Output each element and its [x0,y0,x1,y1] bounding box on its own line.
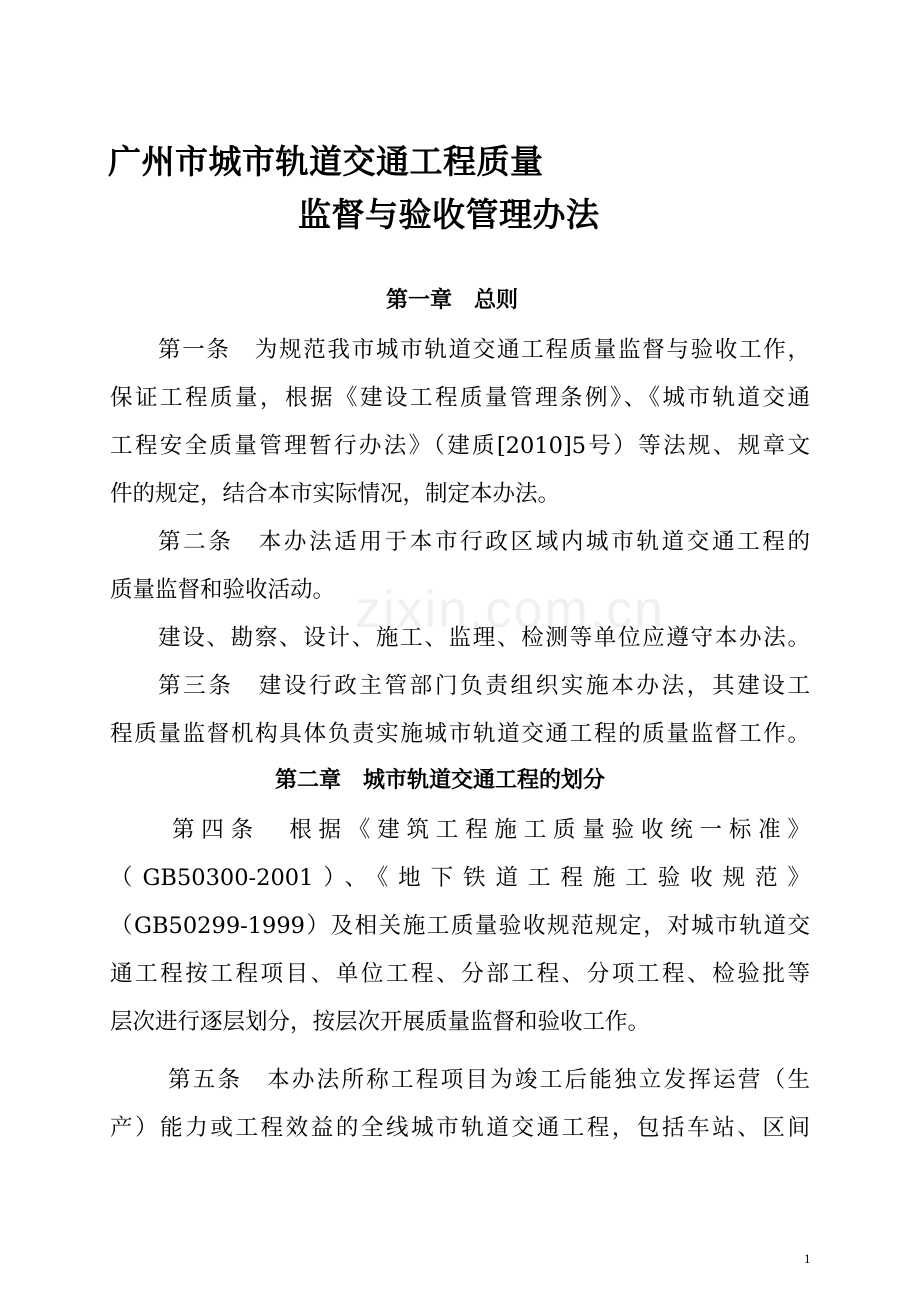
paragraph-line: 第三条 建设行政主管部门负责组织实施本办法，其建设工 [158,673,810,699]
paragraph-line: 第一条 为规范我市城市轨道交通工程质量监督与验收工作， [158,337,810,363]
paragraph-line: 层次进行逐层划分，按层次开展质量监督和验收工作。 [110,1009,651,1035]
paragraph-line: 保证工程质量，根据《建设工程质量管理条例》、《城市轨道交通 [110,385,810,411]
paragraph-line: 件的规定，结合本市实际情况，制定本办法。 [110,481,561,507]
page-number: 1 [804,1251,811,1266]
paragraph-line: 质量监督和验收活动。 [110,577,336,603]
chapter-heading-1: 第一章 总则 [386,288,519,313]
paragraph-line: 产）能力或工程效益的全线城市轨道交通工程，包括车站、区间 [110,1115,810,1141]
paragraph-line: 程质量监督机构具体负责实施城市轨道交通工程的质量监督工作。 [110,721,810,747]
paragraph-line: 第二条 本办法适用于本市行政区域内城市轨道交通工程的 [158,529,810,555]
document-title-line2: 监督与验收管理办法 [298,195,600,234]
paragraph-line: 工程安全质量管理暂行办法》（建质[2010]5号）等法规、规章文 [110,433,810,459]
chapter-heading-2: 第二章 城市轨道交通工程的划分 [275,768,606,793]
document-title-line1: 广州市城市轨道交通工程质量 [108,142,544,181]
paragraph-line: （GB50300-2001）、《地下铁道工程施工验收规范》 [110,865,810,891]
paragraph-line: （GB50299-1999）及相关施工质量验收规范规定，对城市轨道交 [110,913,810,939]
paragraph-line: 建设、勘察、设计、施工、监理、检测等单位应遵守本办法。 [158,625,810,651]
paragraph-line: 第四条 根据《建筑工程施工质量验收统一标准》 [172,817,810,843]
paragraph-line: 第五条 本办法所称工程项目为竣工后能独立发挥运营（生 [168,1067,810,1093]
watermark-text: zixin.com.cn [355,581,666,639]
paragraph-line: 通工程按工程项目、单位工程、分部工程、分项工程、检验批等 [110,961,810,987]
